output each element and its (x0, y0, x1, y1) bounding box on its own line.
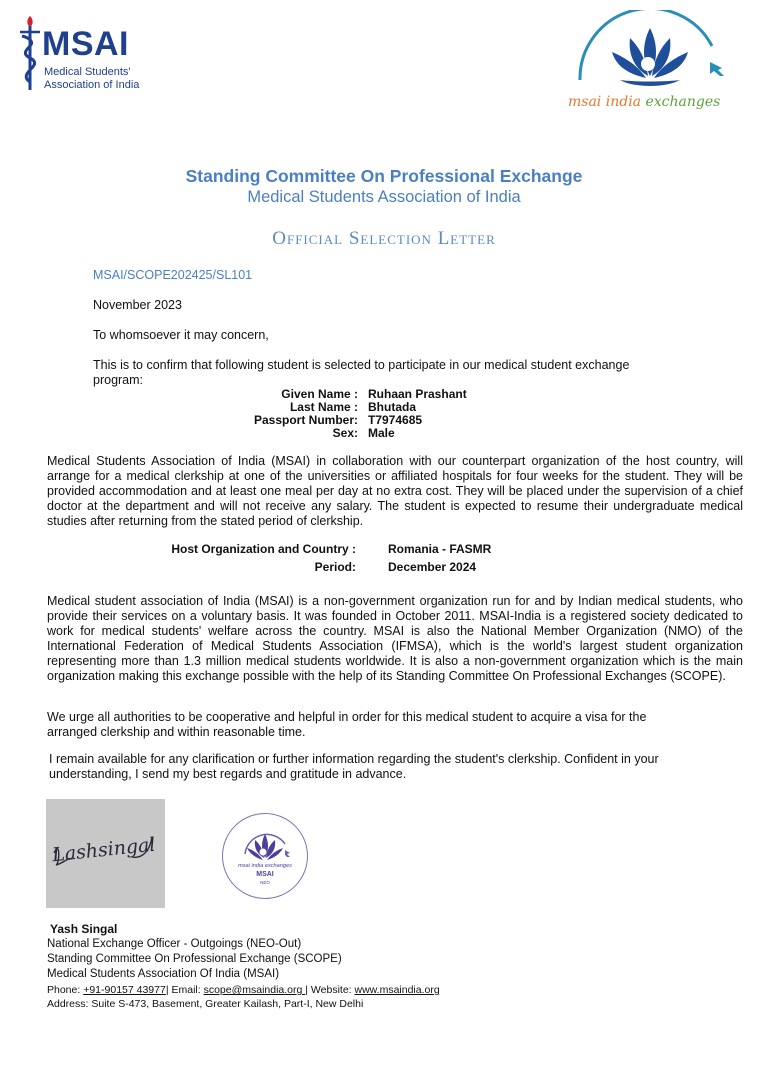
letter-date: November 2023 (93, 298, 182, 312)
given-name-label: Given Name : (281, 387, 358, 401)
given-name-row (200, 387, 520, 401)
passport-row (200, 413, 520, 427)
passport-value: T7974685 (368, 413, 423, 427)
closing-line-1: I remain available for any clarification or further information regarding the student's clerkship. Confident in your (49, 752, 659, 766)
sex-label: Sex: (332, 426, 358, 440)
visa-request-line-1: We urge all authorities to be cooperative and helpful in order for this medical student to acquire a visa for the (47, 710, 647, 724)
stamp-line-1: msai india exchanges (238, 863, 292, 869)
clerkship-paragraph: Medical Students Association of India (MSAI) in collaboration with our counterpart organization of the host country, will arrange for a medical clerkship at one of the universities or affiliated hospitals for four weeks for the student. They will be provided accommodation and at least one meal per day at no extra cost. They will be placed under the supervision of a chief doctor at the department and will not receive any salary. The student is expected to resume their undergraduate medical studies after returning from the stated period of clerkship. (47, 454, 743, 528)
association-subtitle: Medical Students Association of India (247, 188, 521, 206)
lotus-globe-icon (560, 10, 740, 96)
host-org-label: Host Organization and Country : (171, 542, 356, 556)
closing-line-2: understanding, I send my best regards and gratitude in advance. (49, 767, 407, 781)
intro-line-1: This is to confirm that following student is selected to participate in our medical student exchange (93, 358, 630, 372)
msai-logo-line2: Association of India (44, 79, 140, 91)
msai-logo-line1: Medical Students' (44, 66, 131, 78)
msai-brand: MSAI (42, 25, 129, 63)
last-name-value: Bhutada (368, 400, 416, 414)
passport-label: Passport Number: (253, 413, 358, 427)
signatory-committee: Standing Committee On Professional Exchange (SCOPE) (47, 953, 342, 965)
address-line: Address: Suite S-473, Basement, Greater Kailash, Part-I, New Delhi (47, 998, 364, 1010)
msai-about-paragraph: Medical student association of India (MSAI) is a non-government organization run for and by Indian medical students, who provide their services on a voluntary basis. It was founded in October 2011. MSAI-India is a registered society dedicated to work for medical students' welfare across the country. MSAI is also the National Member Organization (NMO) of the International Federation of Medical Students Association (IFMSA), which is the world's largest student organization representing more than 1.3 million medical students worldwide. It is also a non-government organization which is the main organization making this exchange possible with the help of its Standing Committee On Professional Exchanges (SCOPE). (47, 594, 743, 683)
period-label: Period: (314, 560, 356, 574)
website-label: | Website: (305, 984, 355, 996)
signatory-org: Medical Students Association Of India (MSAI) (47, 968, 280, 980)
stamp-line-2: MSAI (256, 871, 274, 878)
last-name-label: Last Name : (289, 400, 358, 414)
letter-type-heading: Official Selection Letter (272, 228, 496, 249)
given-name-value: Ruhaan Prashant (368, 387, 467, 401)
stamp-line-3: NEO (260, 880, 270, 885)
signatory-name: Yash Singal (50, 922, 118, 936)
last-name-row (200, 400, 520, 414)
msai-india-exchanges-logo (560, 10, 740, 114)
signatory-role: National Exchange Officer - Outgoings (NEO-Out) (47, 938, 302, 950)
email-label: | Email: (165, 984, 204, 996)
period-value: December 2024 (388, 560, 477, 574)
sex-value: Male (368, 426, 395, 440)
phone-label: Phone: (47, 984, 84, 996)
msai-logo (18, 14, 168, 94)
signature-image (46, 799, 165, 908)
committee-title: Standing Committee On Professional Exchange (185, 166, 583, 186)
exchanges-wordmark-part2: exchanges (645, 94, 721, 110)
sex-row (200, 426, 520, 440)
exchanges-wordmark-part1: msai india (568, 94, 642, 110)
salutation: To whomsoever it may concern, (93, 328, 269, 342)
reference-number: MSAI/SCOPE202425/SL101 (93, 268, 253, 282)
caduceus-icon (18, 14, 42, 92)
contact-line (47, 983, 440, 998)
stamp-lotus-icon (223, 814, 307, 898)
signature-text: Lashsingal (51, 833, 157, 867)
host-org-value: Romania - FASMR (388, 542, 492, 556)
official-stamp (222, 813, 308, 899)
intro-line-2: program: (93, 373, 144, 387)
email-link[interactable]: scope@msaindia.org (203, 984, 306, 996)
website-link[interactable]: www.msaindia.org (354, 984, 440, 996)
visa-request-line-2: arranged clerkship and within reasonable time. (47, 725, 306, 739)
phone-link[interactable]: +91-90157 43977 (83, 984, 166, 996)
exchanges-wordmark (568, 94, 720, 110)
